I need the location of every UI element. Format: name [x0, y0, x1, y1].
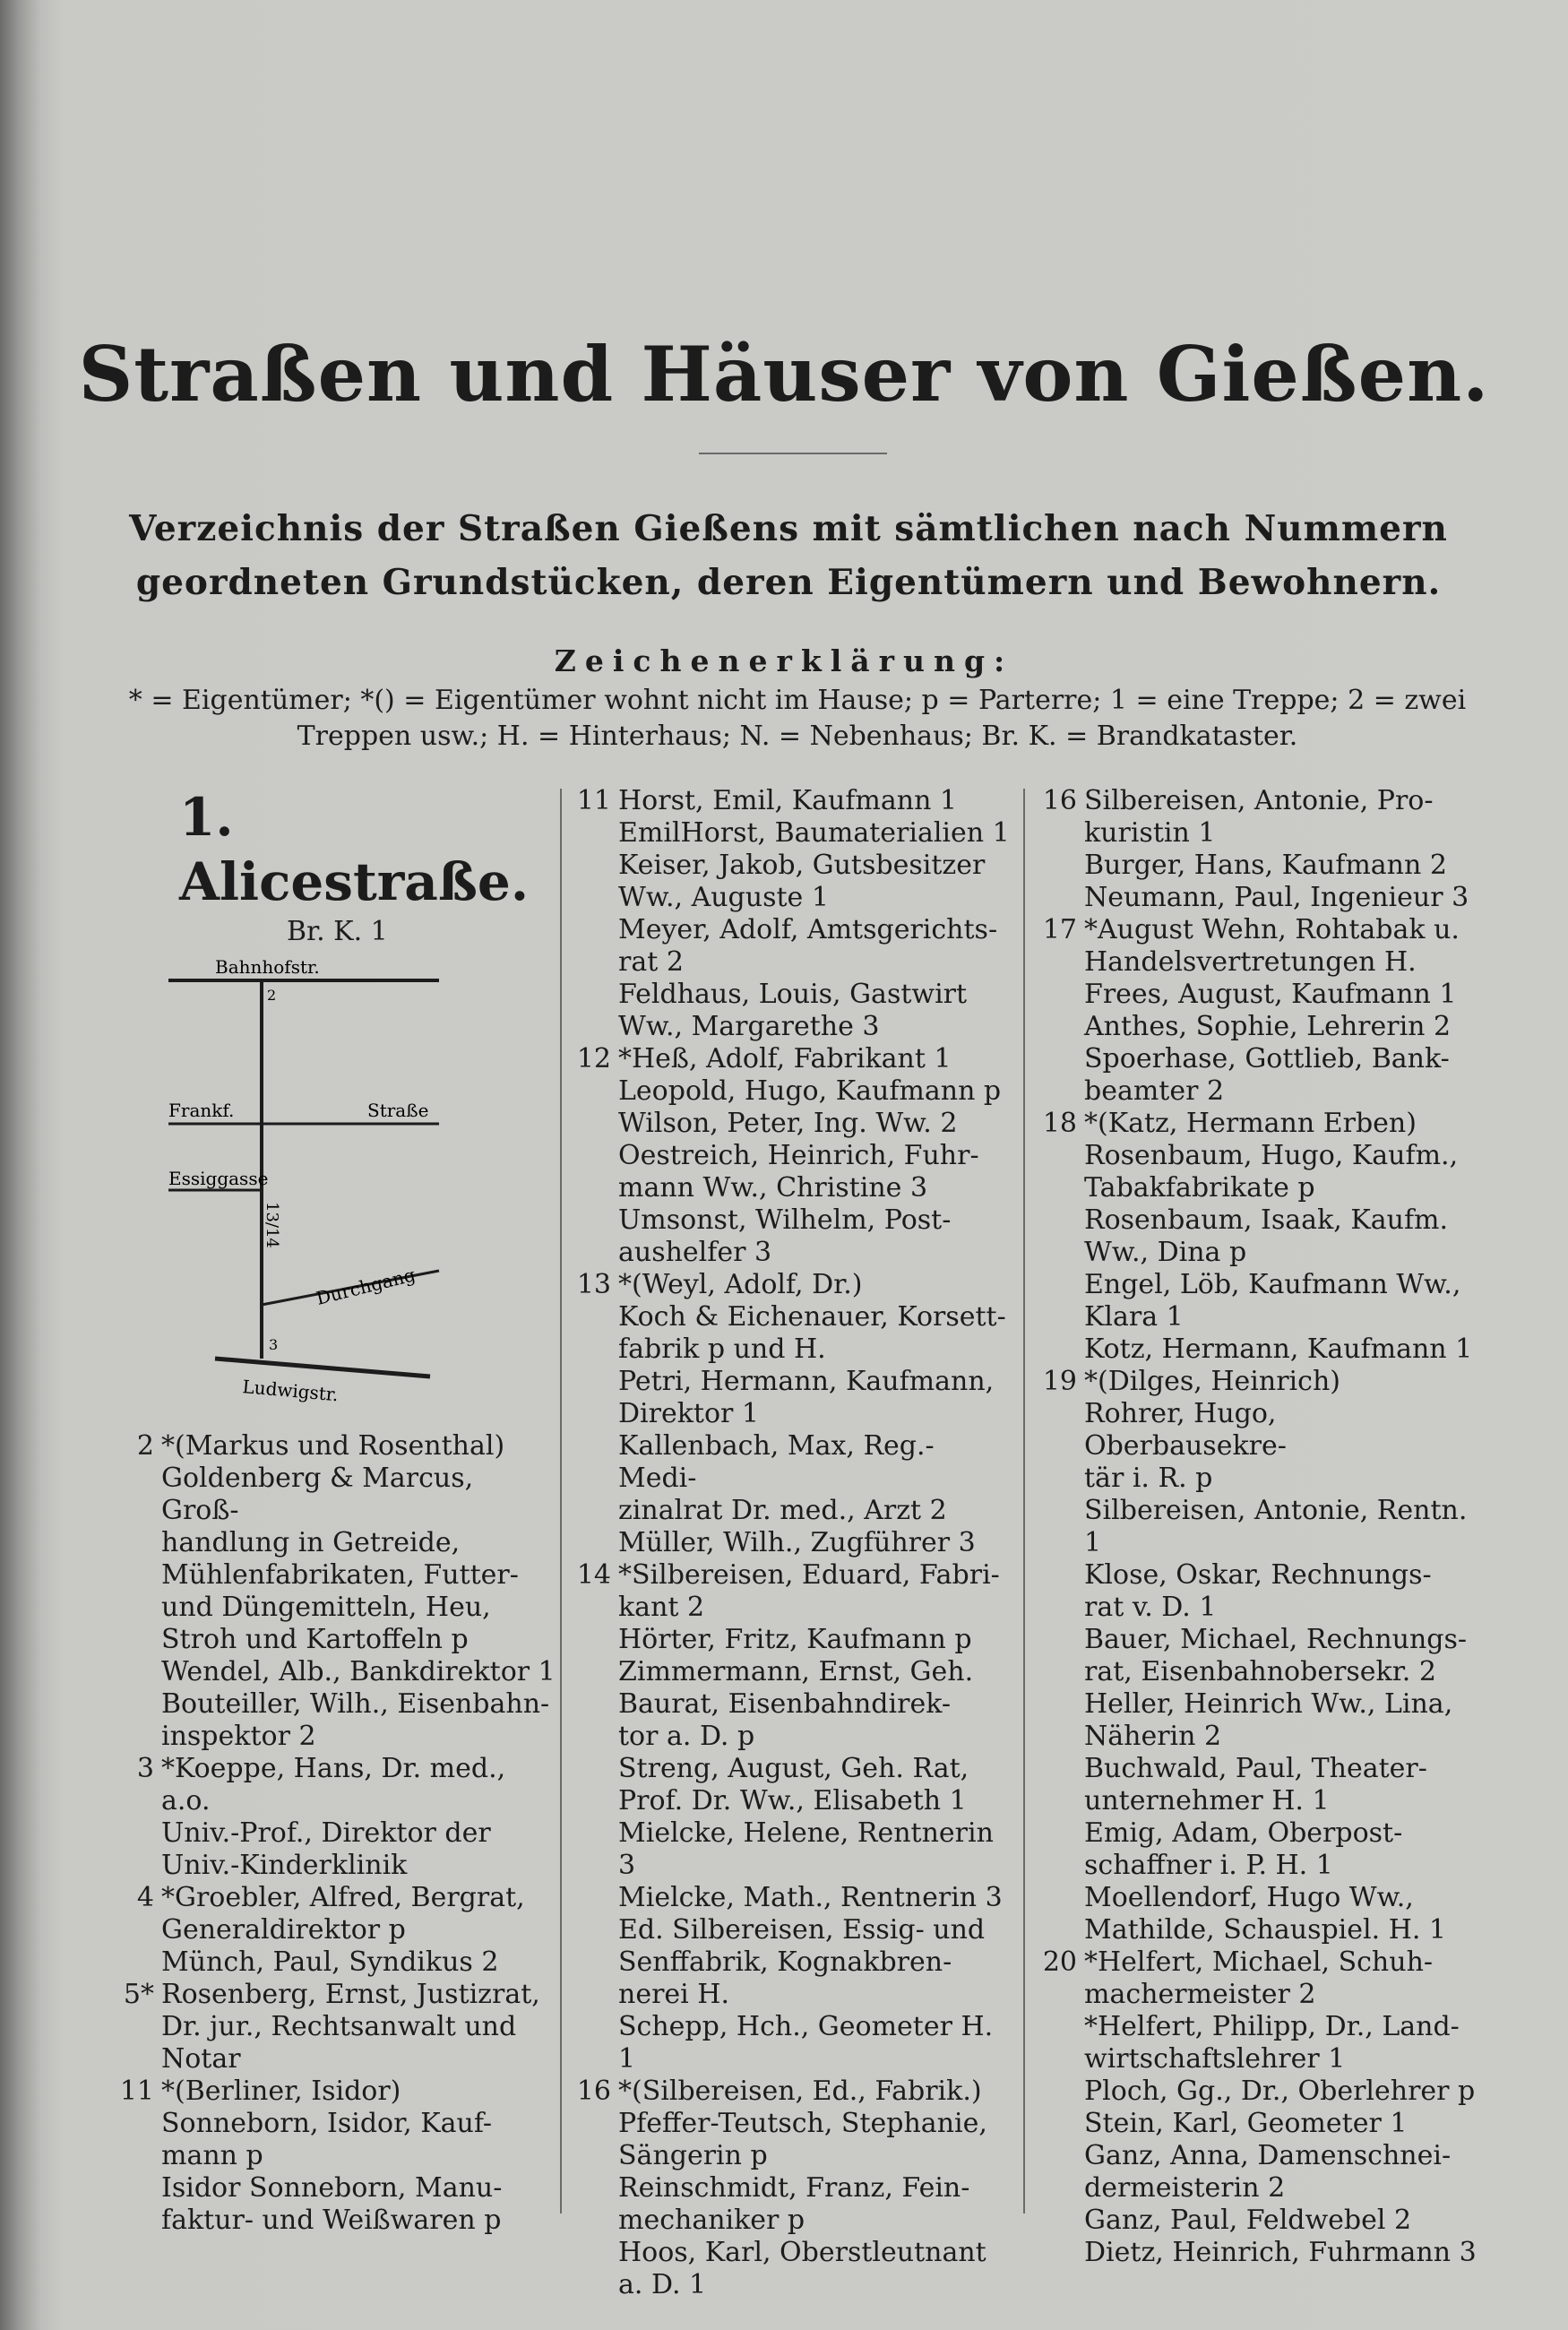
house-entry	[1030, 1108, 1478, 1366]
entry-line: *Groebler, Alfred, Bergrat,	[161, 1882, 525, 1913]
entry-line: Klose, Oskar, Rechnungs-	[1084, 1559, 1432, 1591]
entry-line: aushelfer 3	[618, 1237, 772, 1268]
entry-line: Oestreich, Heinrich, Fuhr-	[618, 1140, 979, 1171]
entry-line: Silbereisen, Antonie, Rentn. 1	[1084, 1495, 1468, 1558]
entry-line: Sängerin p	[618, 2140, 768, 2171]
house-number: 12	[576, 1043, 611, 1074]
entry-line: *Heß, Adolf, Fabrikant 1	[618, 1043, 952, 1074]
entry-line: *Helfert, Philipp, Dr., Land-	[1084, 2011, 1460, 2042]
house-entry	[564, 1269, 1012, 1559]
entry-line: Tabakfabrikate p	[1084, 1172, 1315, 1204]
entry-line: Handelsvertretungen H.	[1084, 946, 1417, 978]
entry-line: Univ.-Prof., Direktor der	[161, 1817, 491, 1849]
column-3	[1030, 785, 1478, 2269]
entry-line: Kallenbach, Max, Reg.-Medi-	[618, 1430, 935, 1494]
entry-line: *(Markus und Rosenthal)	[161, 1430, 505, 1462]
entry-line: Ww., Auguste 1	[618, 882, 829, 913]
entry-line: *(Dilges, Heinrich)	[1084, 1366, 1340, 1397]
entry-line: machermeister 2	[1084, 1979, 1316, 2010]
entry-line: rat, Eisenbahnobersekr. 2	[1084, 1656, 1436, 1687]
entry-line: Prof. Dr. Ww., Elisabeth 1	[618, 1785, 967, 1817]
entry-line: Senffabrik, Kognakbren-	[618, 1946, 952, 1978]
entry-line: fabrik p und H.	[618, 1333, 826, 1365]
page-subtitle: Verzeichnis der Straßen Gießens mit sämtlichen nach Nummern geordneten Grundstücken, deren Eigentümern und Bewohnern.	[129, 508, 1448, 603]
entry-line: nerei H.	[618, 1979, 729, 2010]
house-entry	[1030, 914, 1478, 1108]
entry-line: Keiser, Jakob, Gutsbesitzer	[618, 850, 986, 881]
house-number: 14	[576, 1559, 611, 1591]
entry-line: tär i. R. p	[1084, 1463, 1213, 1494]
entry-line: *(Silbereisen, Ed., Fabrik.)	[618, 2075, 982, 2107]
entry-line: Reinschmidt, Franz, Fein-	[618, 2172, 970, 2204]
entry-line: Petri, Hermann, Kaufmann,	[618, 1366, 995, 1397]
entry-line: Rosenberg, Ernst, Justizrat,	[161, 1979, 540, 2010]
entry-line: Stein, Karl, Geometer 1	[1084, 2108, 1408, 2139]
map-label-durchgang: Durchgang	[314, 1264, 418, 1309]
entry-line: Hörter, Fritz, Kaufmann p	[618, 1624, 972, 1655]
entry-line: Kotz, Hermann, Kaufmann 1	[1084, 1333, 1473, 1365]
entry-line: Generaldirektor p	[161, 1914, 406, 1946]
entry-line: Zimmermann, Ernst, Geh.	[618, 1656, 974, 1687]
entry-line: rat v. D. 1	[1084, 1592, 1217, 1623]
house-entry	[1030, 1946, 1478, 2269]
entry-line: Pfeffer-Teutsch, Stephanie,	[618, 2108, 987, 2139]
entry-line: zinalrat Dr. med., Arzt 2	[618, 1495, 947, 1526]
entry-line: mann p	[161, 2140, 263, 2171]
house-number: 2	[136, 1430, 154, 1462]
entry-line: Neumann, Paul, Ingenieur 3	[1084, 882, 1469, 913]
entry-line: Ploch, Gg., Dr., Oberlehrer p	[1084, 2075, 1476, 2107]
house-number: 5*	[123, 1979, 154, 2010]
column-divider-1	[560, 789, 562, 2214]
entry-line: Goldenberg & Marcus, Groß-	[161, 1463, 474, 1526]
house-entry	[564, 2075, 1012, 2301]
entry-line: rat 2	[618, 946, 684, 978]
entry-line: Leopold, Hugo, Kaufmann p	[618, 1075, 1002, 1107]
entry-line: Streng, August, Geh. Rat,	[618, 1753, 969, 1784]
house-entry	[108, 2075, 556, 2237]
entry-line: *(Katz, Hermann Erben)	[1084, 1108, 1417, 1139]
column-3-entries	[1030, 785, 1478, 2269]
map-label-essiggasse: Essiggasse	[168, 1168, 269, 1189]
entry-line: Isidor Sonneborn, Manu-	[161, 2172, 503, 2204]
entry-line: Ww., Margarethe 3	[618, 1011, 880, 1042]
entry-line: Stroh und Kartoffeln p	[161, 1624, 469, 1655]
entry-line: Mühlenfabrikaten, Futter-	[161, 1559, 519, 1591]
entry-line: kuristin 1	[1084, 817, 1216, 849]
page-title: Straßen und Häuser von Gießen.	[78, 330, 1490, 419]
map-label-frankf: Frankf.	[168, 1100, 235, 1121]
entry-line: wirtschaftslehrer 1	[1084, 2043, 1346, 2075]
entry-line: Dr. jur., Rechtsanwalt und	[161, 2011, 517, 2042]
house-number: 4	[136, 1882, 154, 1913]
entry-line: Koch & Eichenauer, Korsett-	[618, 1301, 1006, 1333]
entry-line: Ed. Silbereisen, Essig- und	[618, 1914, 986, 1946]
entry-line: *Koeppe, Hans, Dr. med., a.o.	[161, 1753, 506, 1817]
entry-line: Mathilde, Schauspiel. H. 1	[1084, 1914, 1447, 1946]
entry-line: Ganz, Anna, Damenschnei-	[1084, 2140, 1452, 2171]
entry-line: Anthes, Sophie, Lehrerin 2	[1084, 1011, 1452, 1042]
entry-line: Näherin 2	[1084, 1721, 1222, 1752]
column-1-entries	[108, 1430, 556, 2237]
house-number: 11	[119, 2075, 154, 2107]
map-label-bahnhofstr: Bahnhofstr.	[215, 956, 320, 978]
entry-line: Baurat, Eisenbahndirek-	[618, 1688, 951, 1720]
entry-line: EmilHorst, Baumaterialien 1	[618, 817, 1010, 849]
entry-line: handlung in Getreide,	[161, 1527, 461, 1558]
entry-line: *Helfert, Michael, Schuh-	[1084, 1946, 1434, 1978]
column-2-entries	[564, 785, 1012, 2301]
house-entry	[108, 1430, 556, 1753]
house-entry	[108, 1882, 556, 1979]
map-number-2: 2	[267, 987, 277, 1004]
entry-line: Univ.-Kinderklinik	[161, 1850, 408, 1881]
entry-line: Heller, Heinrich Ww., Lina,	[1084, 1688, 1453, 1720]
brandkataster-number: Br. K. 1	[287, 916, 388, 947]
entry-line: Frees, August, Kaufmann 1	[1084, 979, 1457, 1010]
entry-line: *(Berliner, Isidor)	[161, 2075, 401, 2107]
entry-line: inspektor 2	[161, 1721, 316, 1752]
entry-line: Ganz, Paul, Feldwebel 2	[1084, 2205, 1412, 2236]
entry-line: a. D. 1	[618, 2269, 707, 2300]
column-2	[564, 785, 1012, 2301]
entry-line: Horst, Emil, Kaufmann 1	[618, 785, 958, 816]
entry-line: Feldhaus, Louis, Gastwirt	[618, 979, 968, 1010]
entry-line: kant 2	[618, 1592, 705, 1623]
house-entry	[564, 1043, 1012, 1269]
house-number: 16	[576, 2075, 611, 2107]
entry-line: Umsonst, Wilhelm, Post-	[618, 1204, 952, 1236]
entry-line: Bauer, Michael, Rechnungs-	[1084, 1624, 1468, 1655]
entry-line: *Silbereisen, Eduard, Fabri-	[618, 1559, 1000, 1591]
entry-line: Münch, Paul, Syndikus 2	[161, 1946, 499, 1978]
entry-line: Silbereisen, Antonie, Pro-	[1084, 785, 1434, 816]
house-number: 3	[136, 1753, 154, 1784]
entry-line: Meyer, Adolf, Amtsgerichts-	[618, 914, 998, 945]
entry-line: Rosenbaum, Hugo, Kaufm.,	[1084, 1140, 1459, 1171]
entry-line: *August Wehn, Rohtabak u.	[1084, 914, 1460, 945]
title-divider	[699, 453, 887, 454]
entry-line: Burger, Hans, Kaufmann 2	[1084, 850, 1447, 881]
entry-line: Spoerhase, Gottlieb, Bank-	[1084, 1043, 1450, 1074]
house-entry	[564, 1559, 1012, 2075]
street-heading: 1. Alicestraße.	[179, 787, 530, 912]
map-number-13-14: 13/14	[263, 1202, 281, 1248]
entry-line: mechaniker p	[618, 2205, 806, 2236]
legend-text: * = Eigentümer; *() = Eigentümer wohnt nicht im Hause; p = Parterre; 1 = eine Treppe; 2 = zwei Treppen usw.; H. = Hinterhaus; N. = Nebenhaus; Br. K. = Brandkataster.	[128, 685, 1467, 752]
entry-line: Ww., Dina p	[1084, 1237, 1247, 1268]
house-number: 17	[1042, 914, 1077, 945]
entry-line: Moellendorf, Hugo Ww.,	[1084, 1882, 1414, 1913]
house-entry	[564, 785, 1012, 1043]
entry-line: Sonneborn, Isidor, Kauf-	[161, 2108, 493, 2139]
column-divider-2	[1023, 789, 1025, 2214]
house-entry	[1030, 785, 1478, 914]
entry-line: faktur- und Weißwaren p	[161, 2205, 502, 2236]
column-1	[108, 785, 556, 2237]
entry-line: Mielcke, Helene, Rentnerin 3	[618, 1817, 994, 1881]
entry-line: dermeisterin 2	[1084, 2172, 1286, 2204]
house-number: 18	[1042, 1108, 1077, 1139]
map-label-strasse: Straße	[367, 1100, 429, 1121]
entry-line: schaffner i. P. H. 1	[1084, 1850, 1333, 1881]
legend-heading: Zeichenerklärung:	[554, 643, 1014, 678]
entry-line: mann Ww., Christine 3	[618, 1172, 928, 1204]
entry-line: Bouteiller, Wilh., Eisenbahn-	[161, 1688, 550, 1720]
street-map	[161, 955, 484, 1421]
map-line-ludwigstr	[215, 1359, 430, 1376]
entry-line: Klara 1	[1084, 1301, 1184, 1333]
entry-line: Müller, Wilh., Zugführer 3	[618, 1527, 976, 1558]
house-number: 13	[576, 1269, 611, 1300]
entry-line: beamter 2	[1084, 1075, 1225, 1107]
house-entry	[1030, 1366, 1478, 1946]
entry-line: Dietz, Heinrich, Fuhrmann 3	[1084, 2237, 1477, 2268]
house-number: 11	[576, 785, 611, 816]
entry-line: Wendel, Alb., Bankdirektor 1	[161, 1656, 556, 1687]
entry-line: Notar	[161, 2043, 241, 2075]
entry-line: Emig, Adam, Oberpost-	[1084, 1817, 1403, 1849]
house-entry	[108, 1979, 556, 2075]
entry-line: tor a. D. p	[618, 1721, 755, 1752]
entry-line: Schepp, Hch., Geometer H. 1	[618, 2011, 994, 2075]
house-number: 20	[1042, 1946, 1077, 1978]
entry-line: Direktor 1	[618, 1398, 760, 1429]
entry-line: Hoos, Karl, Oberstleutnant	[618, 2237, 986, 2268]
entry-line: Mielcke, Math., Rentnerin 3	[618, 1882, 1003, 1913]
entry-line: *(Weyl, Adolf, Dr.)	[618, 1269, 863, 1300]
house-number: 16	[1042, 785, 1077, 816]
entry-line: Engel, Löb, Kaufmann Ww.,	[1084, 1269, 1461, 1300]
entry-line: unternehmer H. 1	[1084, 1785, 1330, 1817]
map-label-ludwigstr: Ludwigstr.	[241, 1376, 340, 1406]
entry-line: und Düngemitteln, Heu,	[161, 1592, 491, 1623]
entry-line: Buchwald, Paul, Theater-	[1084, 1753, 1427, 1784]
map-number-3: 3	[269, 1336, 279, 1353]
house-entry	[108, 1753, 556, 1882]
entry-line: Wilson, Peter, Ing. Ww. 2	[618, 1108, 958, 1139]
house-number: 19	[1042, 1366, 1077, 1397]
entry-line: Rohrer, Hugo, Oberbausekre-	[1084, 1398, 1287, 1462]
entry-line: Rosenbaum, Isaak, Kaufm.	[1084, 1204, 1449, 1236]
